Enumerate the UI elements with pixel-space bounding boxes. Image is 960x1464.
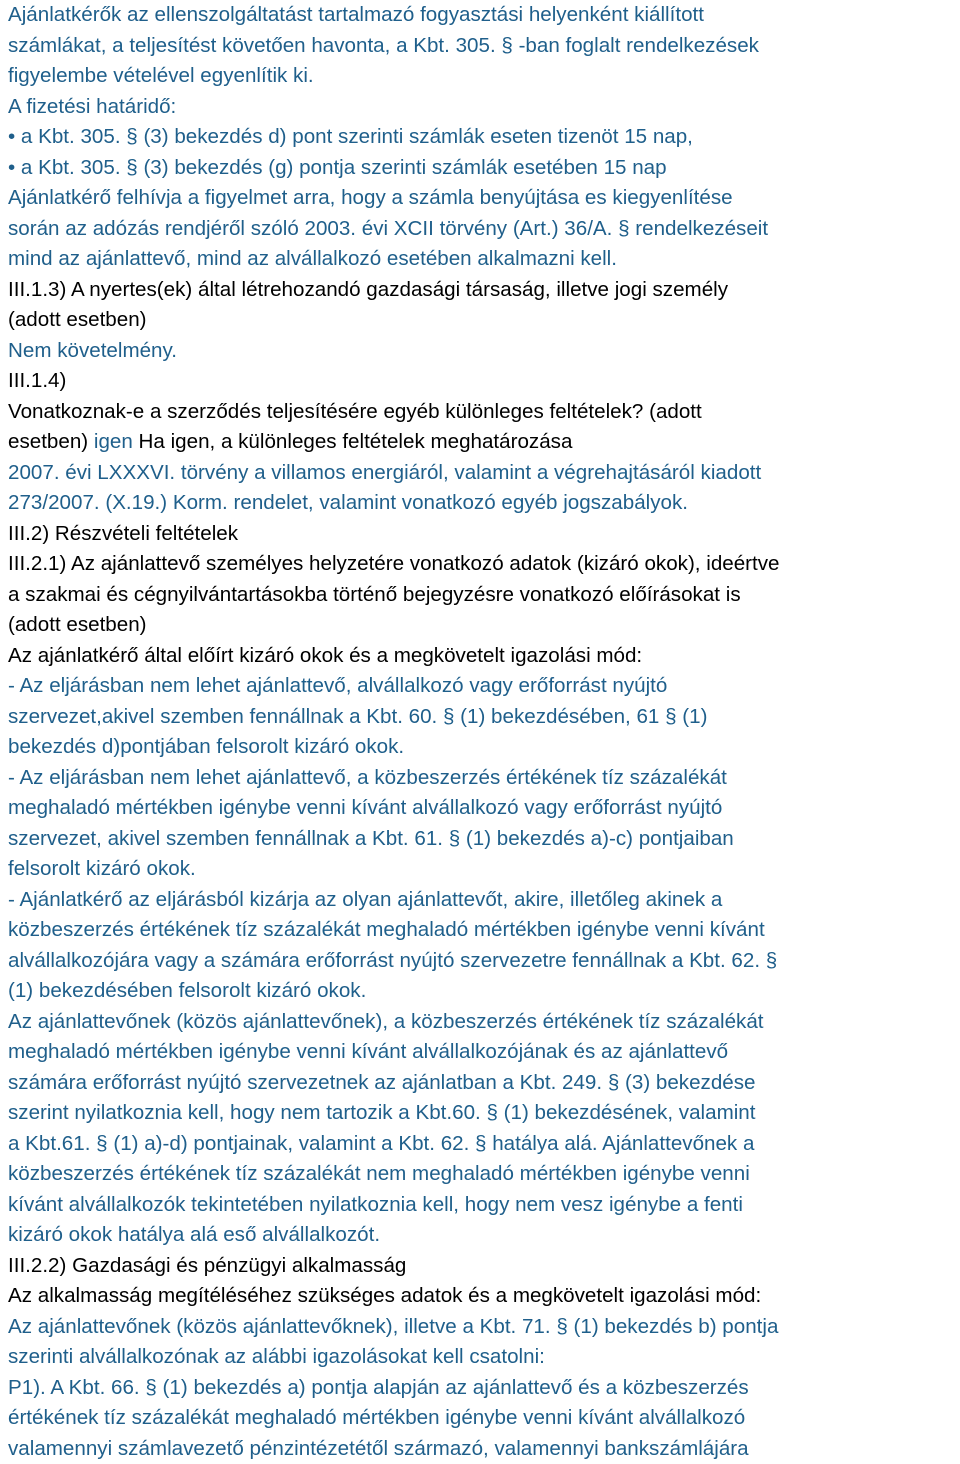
- text-segment: meghaladó mértékben igénybe venni kívánt alvállalkozójának és az ajánlattevő: [8, 1040, 729, 1063]
- text-segment: bekezdés d)pontjában felsorolt kizáró okok.: [8, 735, 405, 758]
- text-segment: során az adózás rendjéről szóló 2003. évi XCII törvény (Art.) 36/A. § rendelkezéseit: [8, 216, 769, 240]
- text-segment: mind az ajánlattevő, mind az alvállalkozó esetében alkalmazni kell.: [8, 247, 617, 270]
- text-segment: értékének tíz százalékát meghaladó mértékben igénybe venni kívánt alvállalkozó: [8, 1406, 746, 1429]
- text-line: [8, 153, 667, 183]
- text-line: [8, 122, 693, 152]
- text-segment: kizáró okok hatálya alá eső alvállalkozót.: [8, 1223, 381, 1246]
- text-segment: figyelembe vételével egyenlítik ki.: [8, 64, 314, 87]
- text-segment: Az ajánlattevőnek (közös ajánlattevőknek), illetve a Kbt. 71. § (1) bekezdés b) pontja: [8, 1314, 779, 1338]
- text-line: [8, 0, 704, 30]
- text-line: [8, 366, 66, 396]
- text-segment: (1) bekezdésében felsorolt kizáró okok.: [8, 979, 367, 1002]
- text-segment: (adott esetben): [8, 308, 147, 331]
- text-segment: P1). A Kbt. 66. § (1) bekezdés a) pontja alapján az ajánlattevő és a közbeszerzés: [8, 1375, 749, 1399]
- text-line: [8, 1251, 406, 1281]
- text-line: [8, 92, 176, 122]
- text-line: [8, 214, 768, 244]
- text-line: [8, 1342, 545, 1372]
- text-segment: - Ajánlatkérő az eljárásból kizárja az olyan ajánlattevőt, akire, illetőleg akinek a: [8, 887, 723, 911]
- text-segment: • a Kbt. 305. § (3) bekezdés d) pont szerinti számlák eseten tizenöt 15 nap,: [8, 125, 693, 148]
- text-segment: 273/2007. (X.19.) Korm. rendelet, valamint vonatkozó egyéb jogszabályok.: [8, 491, 688, 514]
- text-segment: Nem követelmény.: [8, 338, 178, 362]
- text-line: [8, 946, 777, 976]
- text-line: [8, 519, 238, 549]
- text-line: [8, 549, 780, 579]
- text-segment: szerint nyilatkoznia kell, hogy nem tartozik a Kbt.60. § (1) bekezdésének, valamint: [8, 1101, 756, 1124]
- text-line: [8, 1281, 761, 1311]
- text-segment: meghaladó mértékben igénybe venni kívánt alvállalkozó vagy erőforrást nyújtó: [8, 796, 723, 819]
- text-line: [8, 1129, 754, 1159]
- text-segment: szervezet, akivel szemben fennállnak a Kbt. 61. § (1) bekezdés a)-c) pontjaiban: [8, 826, 734, 850]
- text-line: [8, 671, 667, 701]
- text-segment: felsorolt kizáró okok.: [8, 857, 196, 880]
- text-line: [8, 915, 765, 945]
- text-segment: valamennyi számlavezető pénzintézetétől származó, valamennyi bankszámlájára: [8, 1436, 749, 1460]
- text-line: [8, 1007, 764, 1037]
- text-line: [8, 1312, 778, 1342]
- text-line: [8, 183, 733, 213]
- text-line: [8, 1159, 750, 1189]
- text-segment: III.2) Részvételi feltételek: [8, 521, 239, 545]
- text-segment: esetben): [8, 430, 94, 453]
- text-segment: a Kbt.61. § (1) a)-d) pontjainak, valamint a Kbt. 62. § hatálya alá. Ajánlattevőnek a: [8, 1131, 755, 1155]
- text-segment: közbeszerzés értékének tíz százalékát meghaladó mértékben igénybe venni kívánt: [8, 918, 765, 941]
- text-line: [8, 1403, 745, 1433]
- text-segment: alvállalkozójára vagy a számára erőforrást nyújtó szervezetre fennállnak a Kbt. 62. §: [8, 948, 778, 972]
- text-segment: • a Kbt. 305. § (3) bekezdés (g) pontja szerinti számlák esetében 15 nap: [8, 155, 667, 179]
- text-segment: Az ajánlatkérő által előírt kizáró okok és a megkövetelt igazolási mód:: [8, 643, 643, 667]
- text-line: [8, 1098, 755, 1128]
- text-line: [8, 763, 727, 793]
- text-segment: Az ajánlattevőnek (közös ajánlattevőnek), a közbeszerzés értékének tíz százalékát: [8, 1009, 764, 1033]
- text-line: [8, 1373, 749, 1403]
- text-line: [8, 427, 572, 457]
- text-segment: - Az eljárásban nem lehet ajánlattevő, alvállalkozó vagy erőforrást nyújtó: [8, 674, 668, 697]
- text-segment: számára erőforrást nyújtó szervezetnek az ajánlatban a Kbt. 249. § (3) bekezdése: [8, 1070, 756, 1094]
- text-segment: A fizetési határidő:: [8, 94, 177, 118]
- text-segment: III.1.4): [8, 369, 67, 392]
- text-segment: - Az eljárásban nem lehet ajánlattevő, a közbeszerzés értékének tíz százalékát: [8, 765, 727, 789]
- text-line: [8, 305, 147, 335]
- text-segment: III.2.1) Az ajánlattevő személyes helyzetére vonatkozó adatok (kizáró okok), ideértve: [8, 552, 780, 575]
- text-line: [8, 702, 707, 732]
- text-line: [8, 1434, 749, 1464]
- text-line: [8, 336, 177, 366]
- text-segment: Ha igen, a különleges feltételek meghatározása: [132, 430, 573, 453]
- text-segment: számlákat, a teljesítést követően havonta, a Kbt. 305. § -ban foglalt rendelkezések: [8, 33, 759, 57]
- text-segment: szerinti alvállalkozónak az alábbi igazolásokat kell csatolni:: [8, 1345, 545, 1368]
- text-line: [8, 1037, 728, 1067]
- text-segment: Vonatkoznak-e a szerződés teljesítésére egyéb különleges feltételek? (adott: [8, 399, 702, 423]
- text-line: [8, 885, 722, 915]
- text-line: [8, 488, 688, 518]
- text-segment: III.2.2) Gazdasági és pénzügyi alkalmasság: [8, 1253, 407, 1277]
- text-line: [8, 61, 314, 91]
- text-segment: III.1.3) A nyertes(ek) által létrehozandó gazdasági társaság, illetve jogi személy: [8, 277, 729, 301]
- text-line: [8, 1190, 743, 1220]
- text-segment: Ajánlatkérő felhívja a figyelmet arra, hogy a számla benyújtása es kiegyenlítése: [8, 186, 733, 209]
- text-segment: a szakmai és cégnyilvántartásokba történő bejegyzésre vonatkozó előírásokat is: [8, 582, 741, 606]
- text-line: [8, 793, 722, 823]
- text-line: [8, 397, 702, 427]
- text-line: [8, 275, 728, 305]
- text-segment: kívánt alvállalkozók tekintetében nyilatkoznia kell, hogy nem vesz igénybe a fenti: [8, 1192, 743, 1216]
- text-line: [8, 976, 366, 1006]
- text-line: [8, 641, 642, 671]
- text-line: [8, 824, 734, 854]
- text-segment: (adott esetben): [8, 613, 147, 636]
- text-segment: 2007. évi LXXXVI. törvény a villamos energiáról, valamint a végrehajtásáról kiadott: [8, 460, 762, 484]
- text-line: [8, 732, 404, 762]
- text-segment: Az alkalmasság megítéléséhez szükséges adatok és a megkövetelt igazolási mód:: [8, 1284, 762, 1307]
- text-line: [8, 610, 147, 640]
- text-line: [8, 244, 617, 274]
- text-line: [8, 1068, 756, 1098]
- text-line: [8, 31, 759, 61]
- text-segment: közbeszerzés értékének tíz százalékát nem meghaladó mértékben igénybe venni: [8, 1162, 750, 1185]
- text-line: [8, 1220, 380, 1250]
- text-segment: szervezet,akivel szemben fennállnak a Kbt. 60. § (1) bekezdésében, 61 § (1): [8, 704, 708, 728]
- text-segment: Ajánlatkérők az ellenszolgáltatást tartalmazó fogyasztási helyenként kiállított: [8, 3, 704, 26]
- text-line: [8, 458, 761, 488]
- text-line: [8, 854, 196, 884]
- text-segment: igen: [93, 430, 133, 453]
- text-line: [8, 580, 741, 610]
